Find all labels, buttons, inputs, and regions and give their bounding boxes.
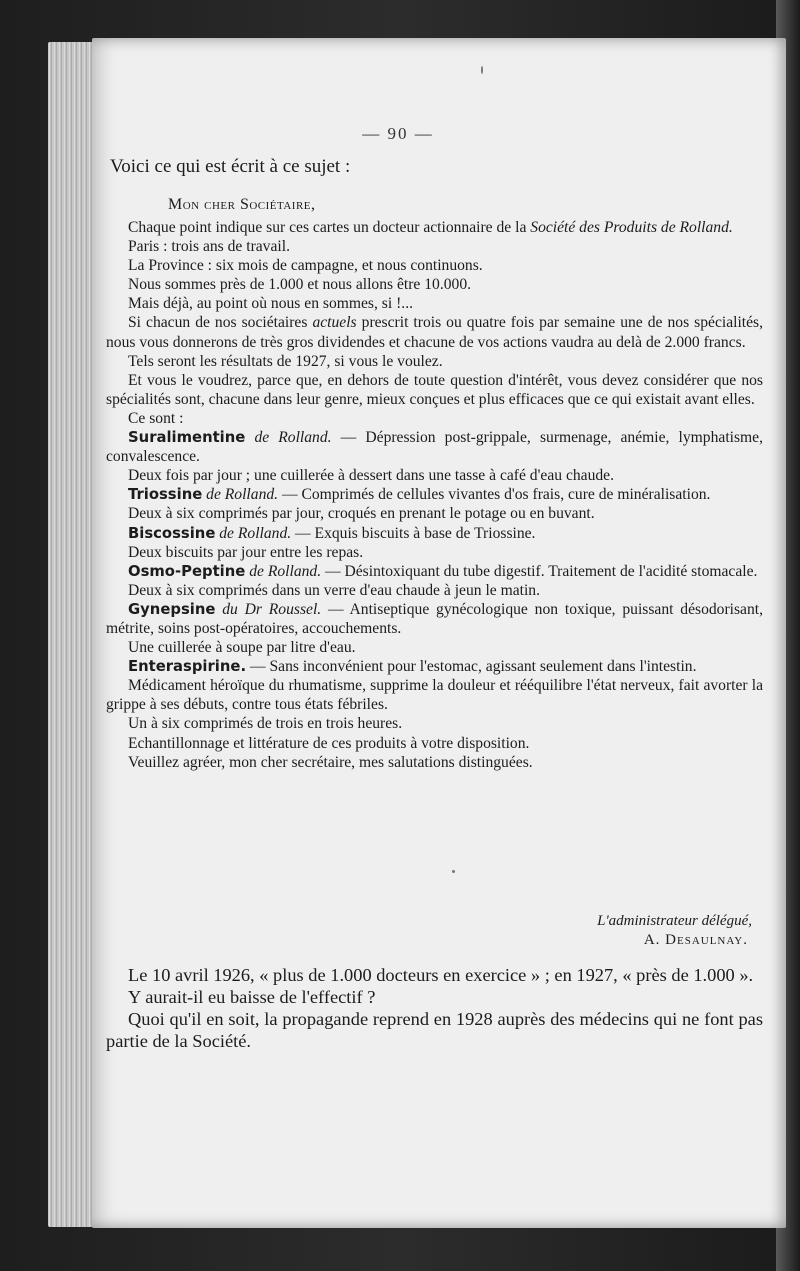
closing-paragraph: Le 10 avril 1926, « plus de 1.000 docteurs en exercice » ; en 1927, « près de 1.000 ».	[128, 965, 754, 985]
scan-speck	[481, 66, 483, 74]
letter-salutation: Mon cher Sociétaire,	[168, 196, 316, 213]
product-name: Gynepsine	[128, 600, 216, 618]
letter-signature	[106, 912, 752, 950]
scan-speck	[452, 870, 455, 873]
product-entry: Osmo-Peptine de Rolland. — Désintoxiquant du tube digestif. Traitement de l'acidité stomacale.	[128, 562, 758, 580]
product-entry: Gynepsine du Dr Roussel. — Antiseptique gynécologique non toxique, puissant désodorisant, métrite, soins post-opératoires, accouchements.	[106, 600, 763, 637]
closing-paragraph: Y aurait-il eu baisse de l'effectif ?	[128, 987, 376, 1007]
product-entry: Triossine de Rolland. — Comprimés de cellules vivantes d'os frais, cure de minéralisation.	[128, 486, 711, 504]
product-entry: Enteraspirine. — Sans inconvénient pour l'estomac, agissant seulement dans l'intestin.	[128, 658, 697, 676]
letter-paragraph: Mais déjà, au point où nous en sommes, si !...	[128, 295, 413, 313]
product-name: Enteraspirine.	[128, 658, 247, 676]
letter-regards: Veuillez agréer, mon cher secrétaire, mes salutations distinguées.	[128, 753, 533, 771]
letter-paragraph: Tels seront les résultats de 1927, si vous le voulez.	[128, 352, 443, 370]
letter-paragraph: Nous sommes près de 1.000 et nous allons être 10.000.	[128, 276, 472, 294]
page-number: — 90 —	[362, 124, 434, 143]
signature-name: A. Desaulnay.	[643, 932, 748, 948]
letter-body	[106, 218, 763, 772]
product-dosage: Deux à six comprimés par jour, croqués en prenant le potage ou en buvant.	[128, 505, 595, 523]
product-entry: Biscossine de Rolland. — Exquis biscuits à base de Triossine.	[128, 524, 536, 542]
letter-paragraph: Chaque point indique sur ces cartes un docteur actionnaire de la Société des Produits de Rolland.	[128, 219, 733, 236]
letter-paragraph: Si chacun de nos sociétaires actuels prescrit trois ou quatre fois par semaine une de nos spécialités, nous vous donnerons de très gros dividendes et chacune de vos actions vaudra au delà de 2.000 francs.	[106, 314, 764, 351]
product-name: Suralimentine	[128, 429, 246, 447]
closing-paragraph: Quoi qu'il en soit, la propagande reprend en 1928 auprès des médecins qui ne font pas partie de la Société.	[106, 1009, 763, 1051]
product-dosage: Deux à six comprimés dans un verre d'eau chaude à jeun le matin.	[128, 581, 541, 599]
product-dosage: Deux biscuits par jour entre les repas.	[128, 543, 364, 561]
product-name: Osmo-Peptine	[128, 562, 246, 580]
letter-paragraph: Paris : trois ans de travail.	[128, 238, 290, 256]
letter-paragraph: Echantillonnage et littérature de ces produits à votre disposition.	[128, 734, 530, 752]
product-dosage: Un à six comprimés de trois en trois heures.	[128, 715, 403, 733]
letter-paragraph: Ce sont :	[128, 409, 184, 427]
letter-paragraph: La Province : six mois de campagne, et nous continuons.	[128, 257, 483, 275]
product-dosage: Une cuillerée à soupe par litre d'eau.	[128, 639, 356, 657]
signature-role: L'administrateur délégué,	[597, 913, 752, 929]
product-name: Triossine	[128, 486, 203, 504]
product-description: Médicament héroïque du rhumatisme, supprime la douleur et rééquilibre l'état nerveux, fait avorter la grippe à ses débuts, contre tous états fébriles.	[106, 677, 763, 714]
product-dosage: Deux fois par jour ; une cuillerée à dessert dans une tasse à café d'eau chaude.	[128, 467, 615, 485]
closing-text	[106, 964, 763, 1052]
product-name: Biscossine	[128, 524, 216, 542]
product-entry: Suralimentine de Rolland. — Dépression post-grippale, surmenage, anémie, lymphatisme, convalescence.	[106, 429, 764, 466]
letter-paragraph: Et vous le voudrez, parce que, en dehors de toute question d'intérêt, vous devez considérer que nos spécialités sont, chacune dans leur genre, mieux conçues et plus efficaces que ce qui existait avant elles.	[106, 371, 763, 408]
intro-line: Voici ce qui est écrit à ce sujet :	[110, 156, 351, 177]
